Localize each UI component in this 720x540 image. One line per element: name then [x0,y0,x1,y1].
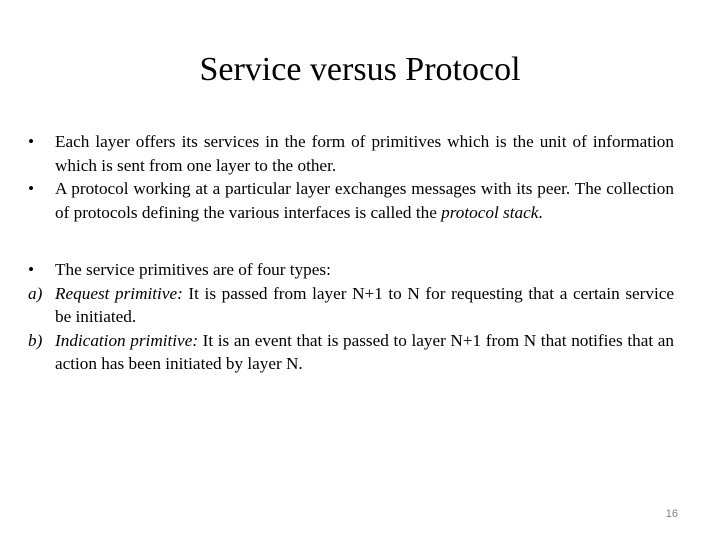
page-number: 16 [665,508,678,520]
list-item-text: It is passed from layer N+1 to N for requesting that a certain service be initiated. [55,283,675,326]
bullet-item-primitives [28,130,674,177]
bullet-item-protocol [28,177,674,224]
bullet-text-end: . [538,202,543,222]
bullet-text: Each layer offers its services in the form of primitives which is the unit of information which is sent from one layer to the other. [55,132,674,175]
list-item-request [28,282,674,329]
protocol-stack-term: protocol stack [441,202,539,222]
bullet-item-types [28,258,674,282]
list-marker: a) [28,283,43,303]
bullet-marker: • [28,260,35,279]
indication-primitive-term: Indication primitive: [55,330,199,350]
bullet-text: A protocol working at a particular layer exchanges messages with its peer. The collection of protocols defining the various interfaces is called the [55,179,674,222]
slide-body [28,130,674,376]
list-marker: b) [28,330,43,350]
bullet-marker: • [28,132,35,151]
spacer [28,224,674,258]
request-primitive-term: Request primitive: [55,283,183,303]
bullet-marker: • [28,179,35,198]
list-item-indication [28,329,674,376]
slide-title: Service versus Protocol [199,51,521,88]
bullet-text: The service primitives are of four types: [55,260,331,279]
list-item-text: It is an event that is passed to layer N+1 from N that notifies that an action has been initiated by layer N. [55,330,674,373]
